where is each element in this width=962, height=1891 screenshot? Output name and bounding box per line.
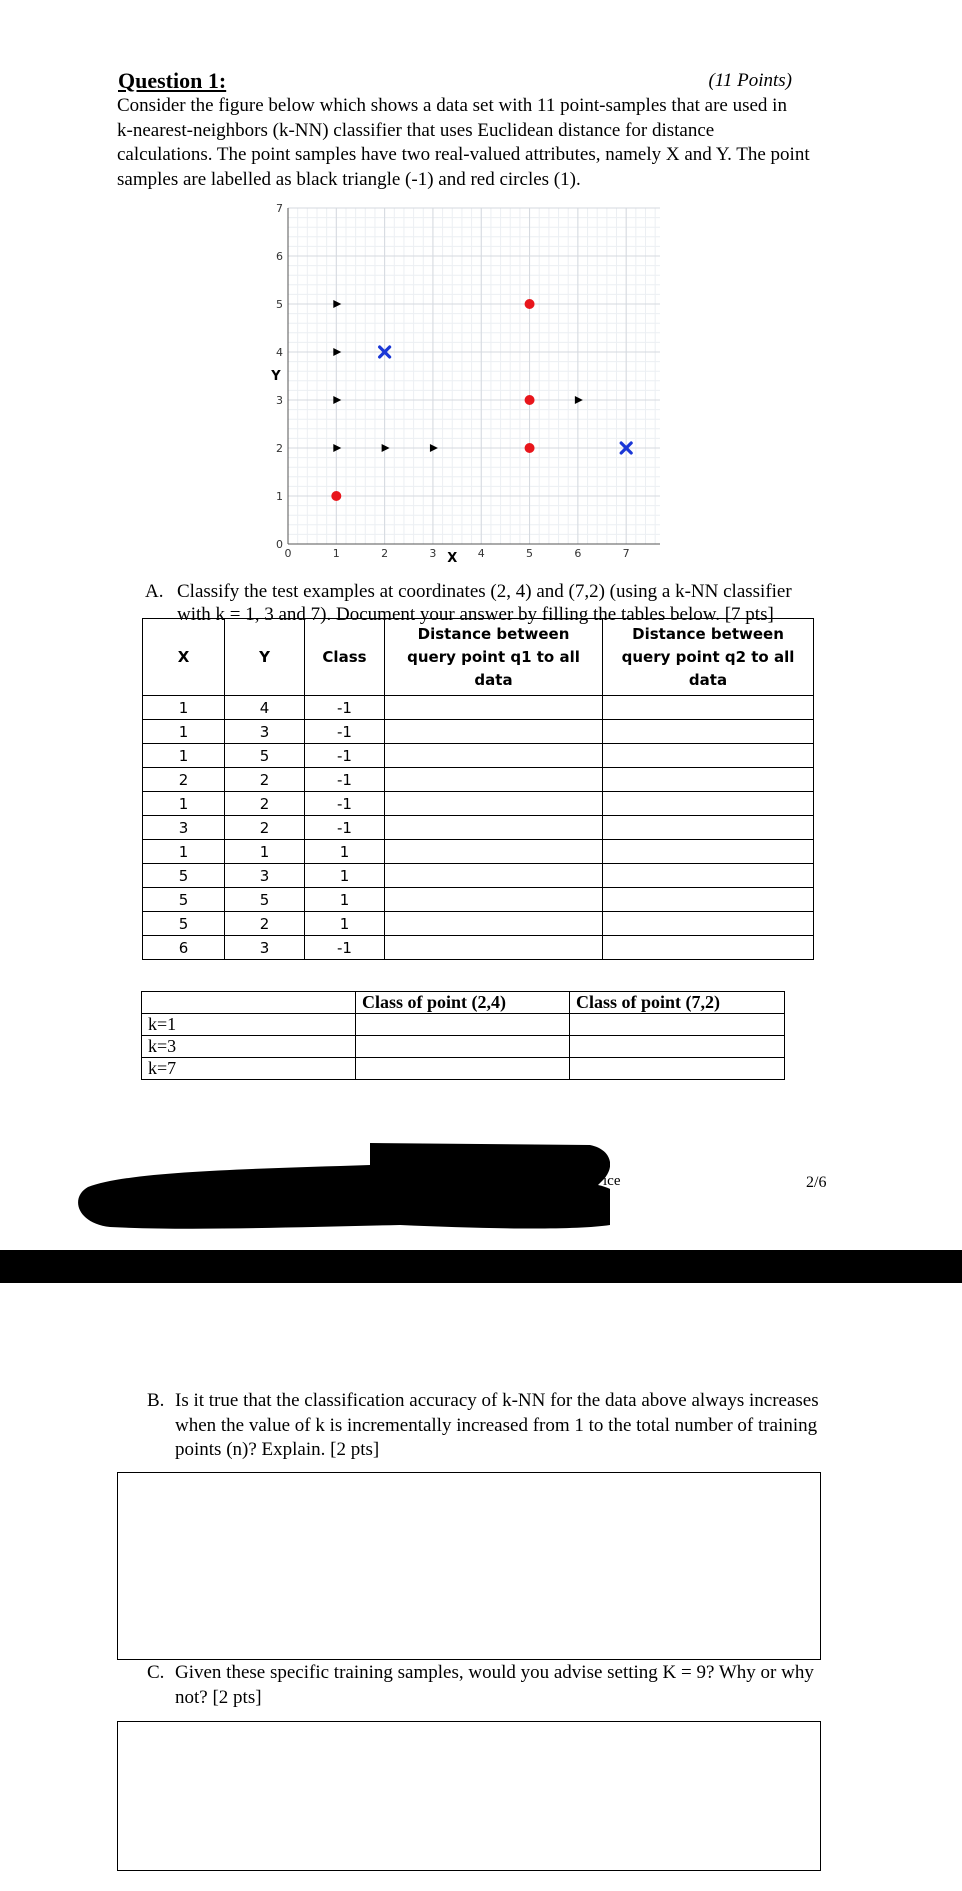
header-line: Distance between (632, 624, 784, 643)
cell-dist-q1[interactable] (385, 864, 603, 888)
header-line: data (474, 670, 513, 689)
col-header-class-q2: Class of point (7,2) (570, 992, 785, 1014)
x-tick-label: 7 (622, 547, 630, 560)
y-axis-label: Y (271, 369, 281, 384)
part-c-line: Given these specific training samples, would you advise setting K = 9? Why or why (175, 1662, 814, 1683)
table-row (142, 1058, 785, 1080)
y-tick-label: 1 (276, 490, 283, 503)
cell-dist-q1[interactable] (385, 888, 603, 912)
question-points: (11 Points) (708, 70, 792, 91)
cell-x: 3 (143, 816, 225, 840)
cell-y: 3 (225, 864, 305, 888)
footer-fragment: ice (603, 1173, 621, 1189)
cell-dist-q1[interactable] (385, 912, 603, 936)
cell-x: 1 (143, 696, 225, 720)
cell-x: 5 (143, 864, 225, 888)
table-row (143, 696, 814, 720)
answer-box-c[interactable] (117, 1721, 821, 1871)
cell-dist-q1[interactable] (385, 792, 603, 816)
part-b-label: B. (147, 1390, 165, 1411)
x-tick-label: 2 (381, 547, 389, 560)
cell-class: -1 (305, 768, 385, 792)
circle-point (525, 395, 535, 405)
triangle-point (430, 444, 438, 452)
x-tick-label: 5 (526, 547, 534, 560)
intro-line: samples are labelled as black triangle (-1) and red circles (1). (117, 168, 581, 190)
cell-class: -1 (305, 792, 385, 816)
cell-y: 2 (225, 816, 305, 840)
redaction-scribble (70, 1135, 610, 1235)
cell-y: 3 (225, 720, 305, 744)
y-tick-label: 0 (276, 538, 283, 551)
answer-cell[interactable] (570, 1058, 785, 1080)
distance-table (142, 618, 814, 960)
cell-dist-q1[interactable] (385, 816, 603, 840)
triangle-point (333, 348, 341, 356)
cell-dist-q2[interactable] (603, 888, 814, 912)
answer-cell[interactable] (570, 1036, 785, 1058)
cell-class: -1 (305, 816, 385, 840)
table-row (143, 792, 814, 816)
cell-dist-q2[interactable] (603, 816, 814, 840)
table-row (143, 864, 814, 888)
cell-x: 5 (143, 912, 225, 936)
cell-x: 6 (143, 936, 225, 960)
cell-x: 5 (143, 888, 225, 912)
cell-dist-q1[interactable] (385, 768, 603, 792)
cell-class: 1 (305, 888, 385, 912)
cell-dist-q1[interactable] (385, 720, 603, 744)
answer-cell[interactable] (356, 1014, 570, 1036)
x-tick-label: 1 (332, 547, 340, 560)
circle-point (331, 491, 341, 501)
cell-dist-q1[interactable] (385, 936, 603, 960)
table-row (143, 840, 814, 864)
table-row (143, 936, 814, 960)
cell-class: -1 (305, 936, 385, 960)
cell-dist-q1[interactable] (385, 744, 603, 768)
col-header-class-q1: Class of point (2,4) (356, 992, 570, 1014)
cell-x: 1 (143, 720, 225, 744)
y-tick-label: 2 (276, 442, 283, 455)
cell-dist-q1[interactable] (385, 696, 603, 720)
scatter-plot (260, 200, 680, 570)
cell-x: 1 (143, 792, 225, 816)
col-header-class: Class (305, 619, 385, 696)
x-tick-label: 6 (574, 547, 582, 560)
part-b-line: when the value of k is incrementally increased from 1 to the total number of training (175, 1414, 818, 1436)
x-tick-label: 3 (429, 547, 437, 560)
triangle-point (333, 444, 341, 452)
table-row (142, 1036, 785, 1058)
answer-cell[interactable] (570, 1014, 785, 1036)
triangle-point (333, 396, 341, 404)
cell-dist-q2[interactable] (603, 744, 814, 768)
triangle-point (333, 300, 341, 308)
class-result-table (141, 991, 785, 1080)
part-a-line: Classify the test examples at coordinates (2, 4) and (7,2) (using a k-NN classifier (177, 581, 792, 602)
circle-point (525, 443, 535, 453)
part-a-line: with k = 1, 3 and 7). Document your answer by filling the tables below. [7 pts] (177, 604, 774, 625)
header-line: Distance between (417, 624, 570, 643)
y-tick-label: 6 (276, 250, 283, 263)
cell-y: 2 (225, 768, 305, 792)
col-header-y: Y (225, 619, 305, 696)
part-b-line: Is it true that the classification accuracy of k-NN for the data above always increases (175, 1390, 819, 1411)
part-a-label: A. (145, 581, 164, 602)
part-c-label: C. (147, 1662, 165, 1683)
cell-dist-q2[interactable] (603, 792, 814, 816)
cell-class: -1 (305, 720, 385, 744)
header-line: query point q1 to all (407, 647, 580, 666)
col-header-dist-q2 (603, 619, 814, 696)
cell-y: 1 (225, 840, 305, 864)
cell-y: 3 (225, 936, 305, 960)
cell-x: 1 (143, 744, 225, 768)
intro-line: k-nearest-neighbors (k-NN) classifier that uses Euclidean distance for distance (117, 119, 715, 141)
plot-axes (288, 208, 660, 544)
part-b-prompt (147, 1389, 827, 1463)
col-header-x: X (143, 619, 225, 696)
part-b-line: points (n)? Explain. [2 pts] (175, 1439, 380, 1460)
empty-header-cell (142, 992, 356, 1014)
table-row (143, 720, 814, 744)
cell-dist-q1[interactable] (385, 840, 603, 864)
answer-box-b[interactable] (117, 1472, 821, 1660)
table-row (143, 912, 814, 936)
cell-y: 2 (225, 792, 305, 816)
y-tick-label: 4 (276, 346, 283, 359)
cell-class: 1 (305, 912, 385, 936)
k-label: k=7 (142, 1058, 356, 1080)
question-intro (117, 94, 821, 192)
cell-y: 2 (225, 912, 305, 936)
cell-x: 1 (143, 840, 225, 864)
part-c-prompt (147, 1661, 827, 1710)
intro-line: calculations. The point samples have two real-valued attributes, namely X and Y. The point (117, 144, 810, 165)
col-header-dist-q1 (385, 619, 603, 696)
circle-point (525, 299, 535, 309)
table-row (143, 816, 814, 840)
y-tick-label: 7 (276, 202, 283, 215)
intro-line: Consider the figure below which shows a data set with 11 point-samples that are used in (117, 95, 787, 116)
header-line: query point q2 to all (621, 647, 795, 666)
cell-dist-q2[interactable] (603, 936, 814, 960)
k-label: k=1 (142, 1014, 356, 1036)
table-row (143, 744, 814, 768)
cell-dist-q2[interactable] (603, 768, 814, 792)
y-tick-label: 5 (276, 298, 283, 311)
cell-dist-q2[interactable] (603, 864, 814, 888)
table-row (143, 888, 814, 912)
table-row (143, 768, 814, 792)
page-number: 2/6 (806, 1174, 827, 1191)
cell-class: 1 (305, 840, 385, 864)
cell-y: 5 (225, 888, 305, 912)
question-title: Question 1: (118, 68, 227, 93)
plot-grid (288, 208, 660, 544)
x-axis-label: X (447, 551, 458, 566)
y-tick-label: 3 (276, 394, 283, 407)
triangle-point (382, 444, 390, 452)
x-tick-label: 4 (477, 547, 485, 560)
cell-dist-q2[interactable] (603, 912, 814, 936)
answer-cell[interactable] (356, 1058, 570, 1080)
table-row (142, 1014, 785, 1036)
k-label: k=3 (142, 1036, 356, 1058)
cell-dist-q2[interactable] (603, 840, 814, 864)
answer-cell[interactable] (356, 1036, 570, 1058)
cell-class: 1 (305, 864, 385, 888)
cell-class: -1 (305, 696, 385, 720)
cell-class: -1 (305, 744, 385, 768)
cell-dist-q2[interactable] (603, 696, 814, 720)
redaction-bar (0, 1250, 962, 1283)
cell-y: 4 (225, 696, 305, 720)
x-tick-label: 0 (284, 547, 292, 560)
triangle-point (575, 396, 583, 404)
header-line: data (688, 670, 728, 689)
cell-y: 5 (225, 744, 305, 768)
cell-x: 2 (143, 768, 225, 792)
part-c-line: not? [2 pts] (175, 1686, 262, 1708)
cell-dist-q2[interactable] (603, 720, 814, 744)
